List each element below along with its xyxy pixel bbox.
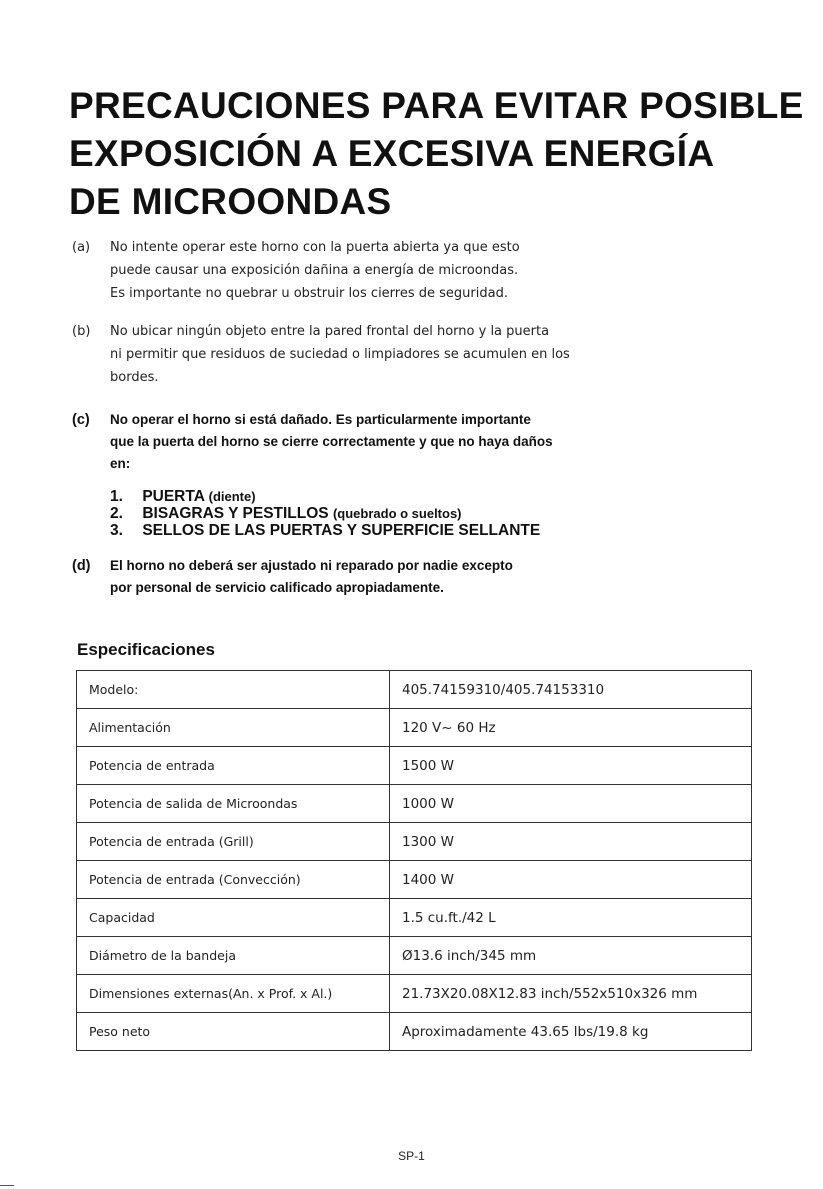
corner-rule [0,1185,14,1186]
spec-label: Alimentación [77,709,390,747]
spec-value: 21.73X20.08X12.83 inch/552x510x326 mm [390,975,752,1013]
checklist-item-note: (quebrado o sueltos) [332,506,462,521]
precaution-a-marker: (a) [72,240,91,255]
table-row [77,785,752,823]
table-row [77,671,752,709]
specifications-heading: Especificaciones [77,640,215,659]
spec-value: 405.74159310/405.74153310 [390,671,752,709]
spec-label: Potencia de entrada (Grill) [77,823,390,861]
spec-value: Ø13.6 inch/345 mm [390,937,752,975]
precaution-a-line-3: Es importante no quebrar u obstruir los cierres de seguridad. [110,286,508,301]
spec-label: Potencia de entrada [77,747,390,785]
precaution-a-line-1: No intente operar este horno con la puerta abierta ya que esto [110,240,520,255]
spec-label: Diámetro de la bandeja [77,937,390,975]
precaution-b-line-3: bordes. [110,370,159,385]
title-line-3: DE MICROONDAS [69,181,392,222]
table-row [77,975,752,1013]
spec-label: Peso neto [77,1013,390,1051]
checklist-item [110,488,540,505]
precaution-c-marker: (c) [72,412,90,428]
table-row [77,1013,752,1051]
spec-value: 1000 W [390,785,752,823]
spec-value: 1300 W [390,823,752,861]
table-row [77,937,752,975]
precaution-c-line-2: que la puerta del horno se cierre correctamente y que no haya daños [110,434,553,449]
precaution-a [72,236,712,305]
table-row [77,861,752,899]
precaution-c [72,409,712,475]
page-title [69,82,804,226]
spec-value: 1.5 cu.ft./42 L [390,899,752,937]
precaution-b-marker: (b) [72,324,91,339]
spec-value: 1400 W [390,861,752,899]
table-row [77,899,752,937]
damage-checklist [110,488,540,539]
precaution-d-line-2: por personal de servicio calificado apropiadamente. [110,580,444,595]
table-row [77,823,752,861]
precaution-d-line-1: El horno no deberá ser ajustado ni reparado por nadie excepto [110,558,513,573]
precaution-a-line-2: puede causar una exposición dañina a energía de microondas. [110,263,519,278]
title-line-2: EXPOSICIÓN A EXCESIVA ENERGÍA [69,133,715,174]
title-line-1: PRECAUCIONES PARA EVITAR POSIBLE [69,85,804,126]
checklist-item [110,522,540,539]
spec-value: 120 V~ 60 Hz [390,709,752,747]
spec-label: Modelo: [77,671,390,709]
precaution-b-line-2: ni permitir que residuos de suciedad o limpiadores se acumulen en los [110,347,570,362]
precaution-b-line-1: No ubicar ningún objeto entre la pared frontal del horno y la puerta [110,324,550,339]
precaution-c-line-3: en: [110,456,131,471]
specifications-table [76,670,752,1051]
checklist-item-number: 2. [110,505,123,522]
spec-label: Potencia de entrada (Convección) [77,861,390,899]
checklist-item [110,505,540,522]
checklist-item-label: BISAGRAS Y PESTILLOS [142,505,329,522]
checklist-item-number: 3. [110,522,123,539]
spec-label: Capacidad [77,899,390,937]
table-row [77,709,752,747]
spec-label: Dimensiones externas(An. x Prof. x Al.) [77,975,390,1013]
checklist-item-label: SELLOS DE LAS PUERTAS Y SUPERFICIE SELLANTE [142,522,541,539]
precaution-d-marker: (d) [72,558,91,574]
precaution-d [72,555,712,599]
precaution-b [72,320,712,389]
spec-value: 1500 W [390,747,752,785]
checklist-item-number: 1. [110,488,123,505]
checklist-item-label: PUERTA [142,488,205,505]
table-row [77,747,752,785]
spec-value: Aproximadamente 43.65 lbs/19.8 kg [390,1013,752,1051]
precaution-c-line-1: No operar el horno si está dañado. Es particularmente importante [110,412,531,427]
page-number: SP-1 [398,1149,425,1163]
spec-label: Potencia de salida de Microondas [77,785,390,823]
checklist-item-note: (diente) [208,489,256,504]
